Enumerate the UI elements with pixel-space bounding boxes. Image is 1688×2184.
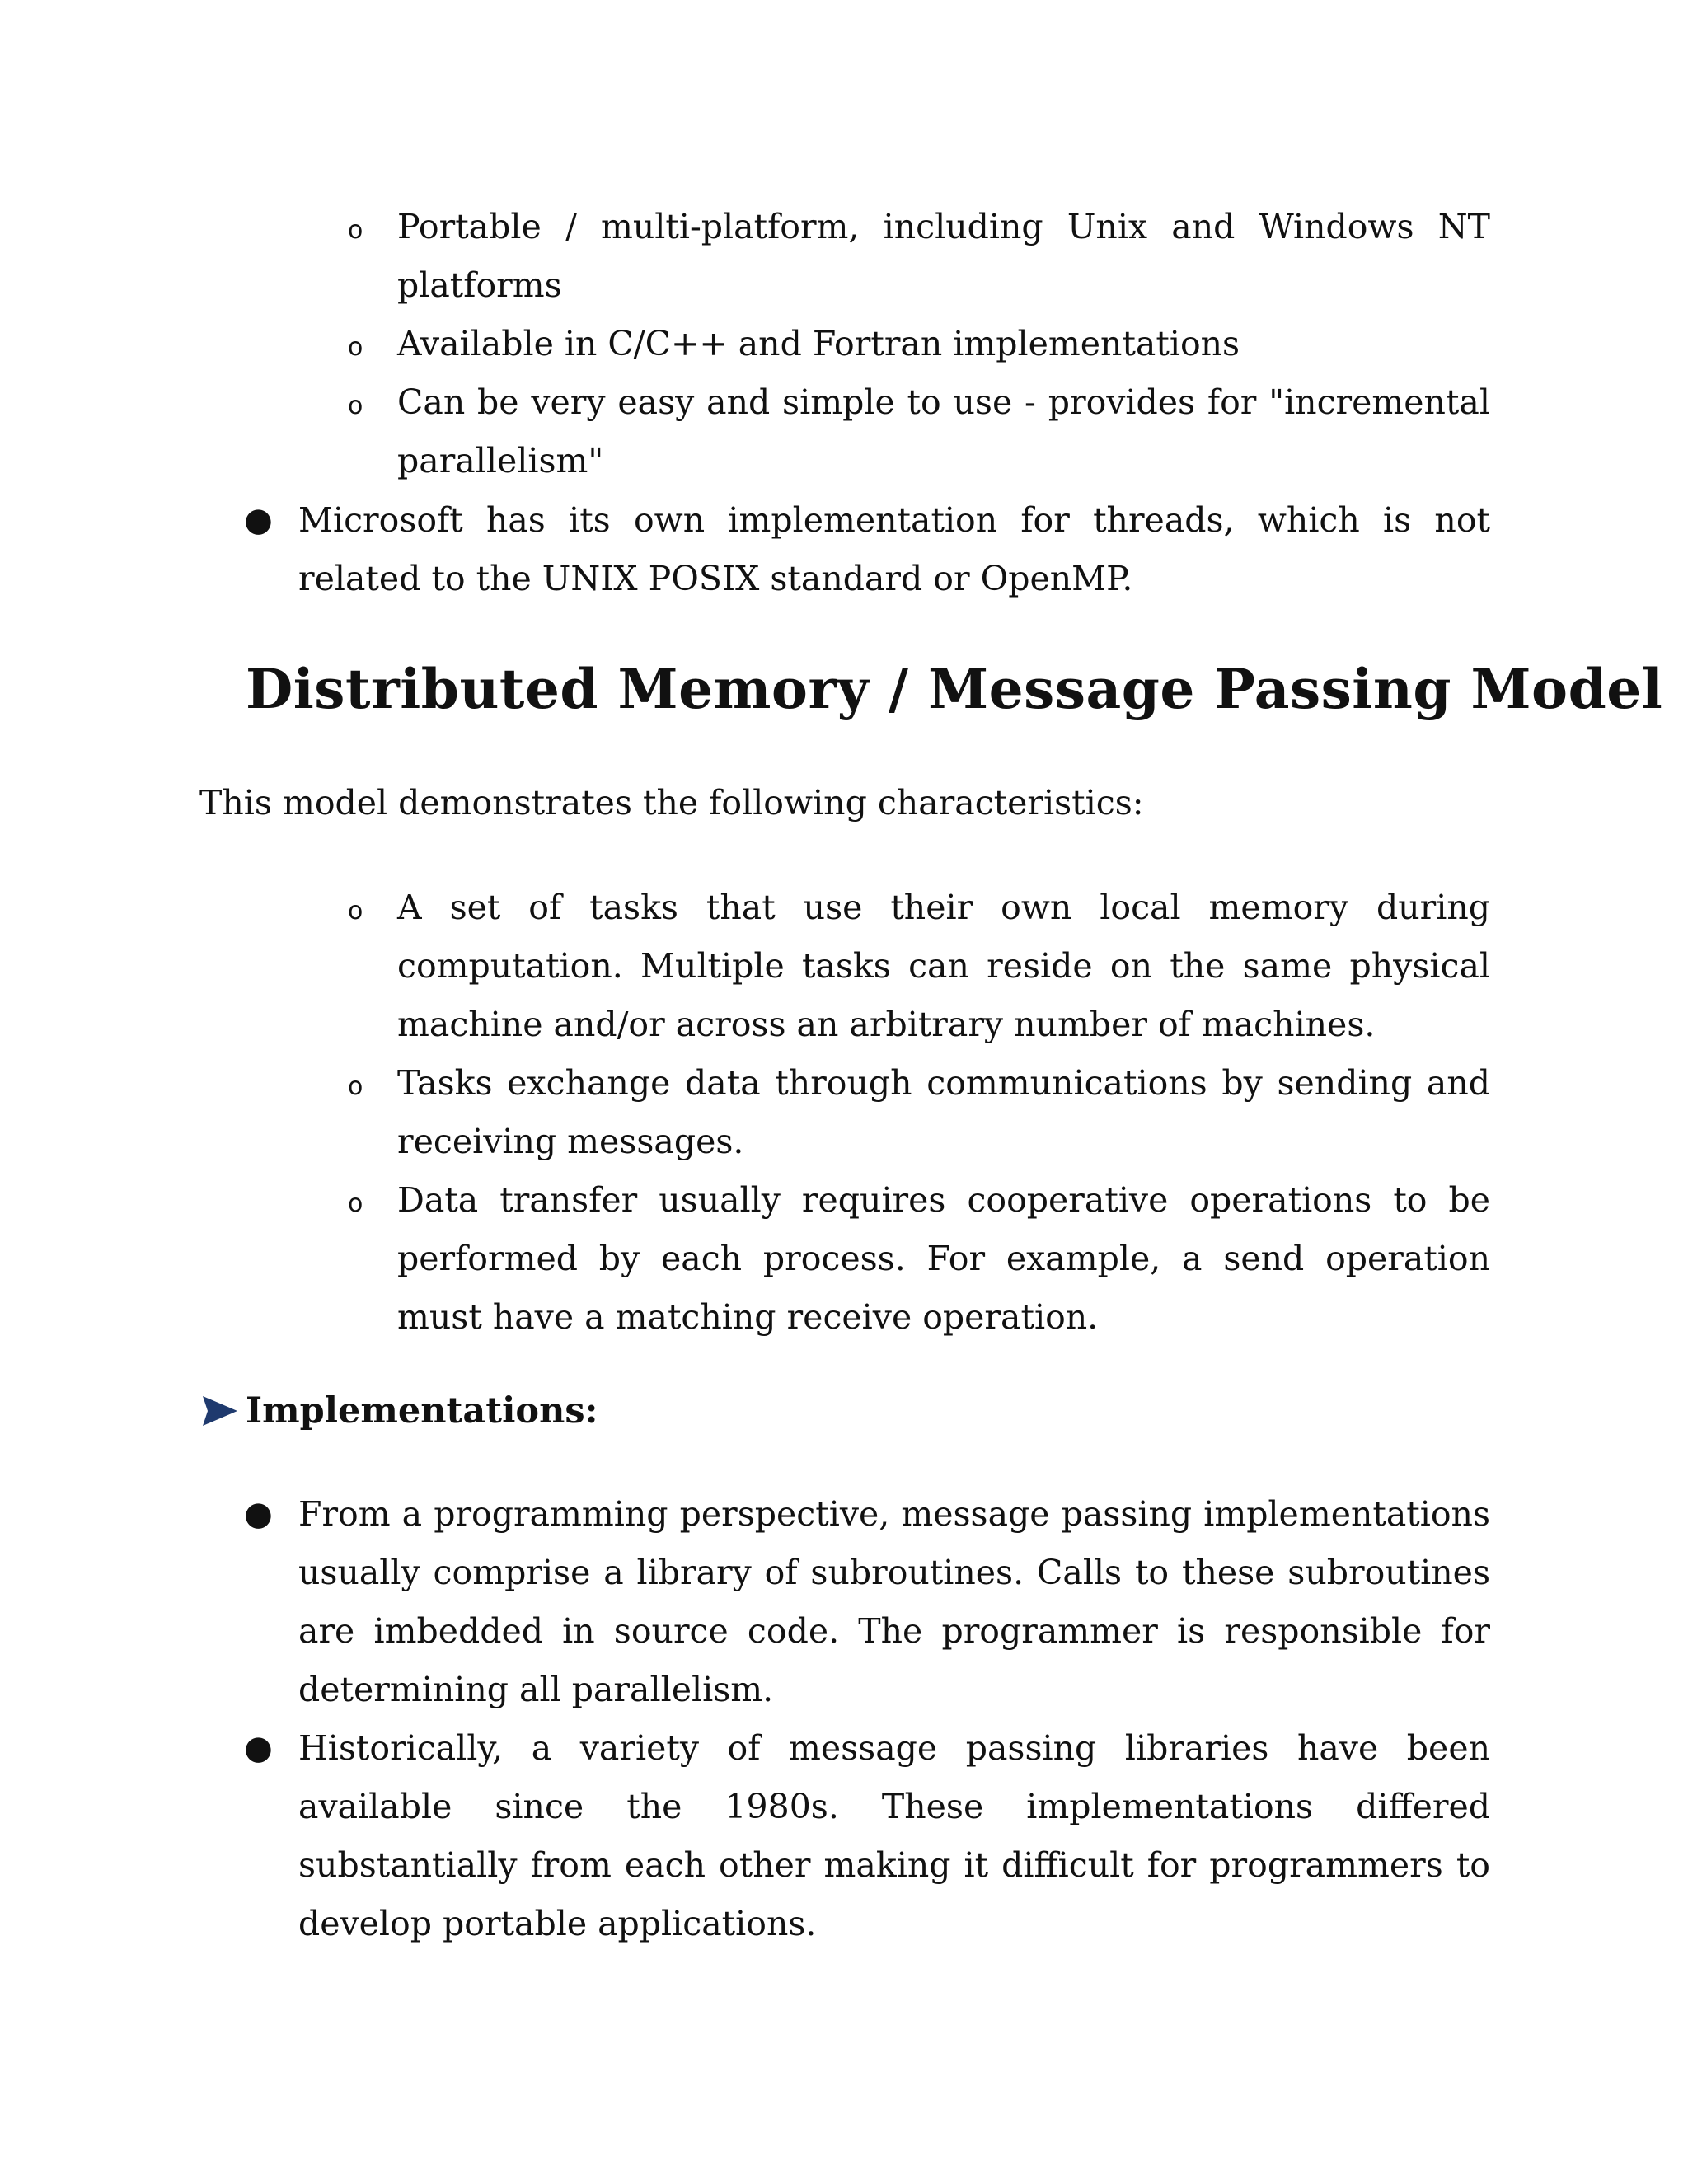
implementations-list bbox=[244, 1485, 1490, 1953]
dot-bullet-icon: ● bbox=[244, 501, 273, 539]
arrow-bullet-icon bbox=[199, 1394, 239, 1427]
implementations-heading: Implementations: bbox=[199, 1390, 598, 1432]
top-bullet-list bbox=[244, 491, 1490, 608]
list-item: o Portable / multi-platform, including Unix and Windows NT platforms bbox=[397, 198, 1490, 315]
circle-bullet-icon: o bbox=[348, 391, 363, 420]
list-item: o Available in C/C++ and Fortran implementations bbox=[397, 315, 1490, 373]
circle-bullet-icon: o bbox=[348, 1072, 363, 1101]
circle-bullet-icon: o bbox=[348, 333, 363, 362]
top-sub-list bbox=[348, 198, 1490, 490]
circle-bullet-icon: o bbox=[348, 216, 363, 245]
dot-bullet-icon: ● bbox=[244, 1495, 273, 1533]
list-item: ● Historically, a variety of message passing libraries have been available since the 1980s. These implementations differed substantially from each other making it difficult for programmers to develop portable applications. bbox=[298, 1719, 1490, 1953]
list-item: ● Microsoft has its own implementation for threads, which is not related to the UNIX POSIX standard or OpenMP. bbox=[298, 491, 1490, 608]
list-item: o Can be very easy and simple to use - provides for "incremental parallelism" bbox=[397, 373, 1490, 490]
circle-bullet-icon: o bbox=[348, 1189, 363, 1218]
section-heading: Distributed Memory / Message Passing Model bbox=[246, 657, 1663, 721]
list-item: ● From a programming perspective, message passing implementations usually comprise a library of subroutines. Calls to these subroutines are imbedded in source code. The programmer is responsible for determining all parallelism. bbox=[298, 1485, 1490, 1719]
circle-bullet-icon: o bbox=[348, 897, 363, 926]
list-item: o Data transfer usually requires cooperative operations to be performed by each process. For example, a send operation must have a matching receive operation. bbox=[397, 1171, 1490, 1347]
intro-paragraph: This model demonstrates the following characteristics: bbox=[199, 783, 1144, 823]
characteristics-list bbox=[348, 879, 1490, 1347]
dot-bullet-icon: ● bbox=[244, 1729, 273, 1767]
list-item: o Tasks exchange data through communications by sending and receiving messages. bbox=[397, 1054, 1490, 1171]
list-item: o A set of tasks that use their own local memory during computation. Multiple tasks can reside on the same physical machine and/or across an arbitrary number of machines. bbox=[397, 879, 1490, 1054]
